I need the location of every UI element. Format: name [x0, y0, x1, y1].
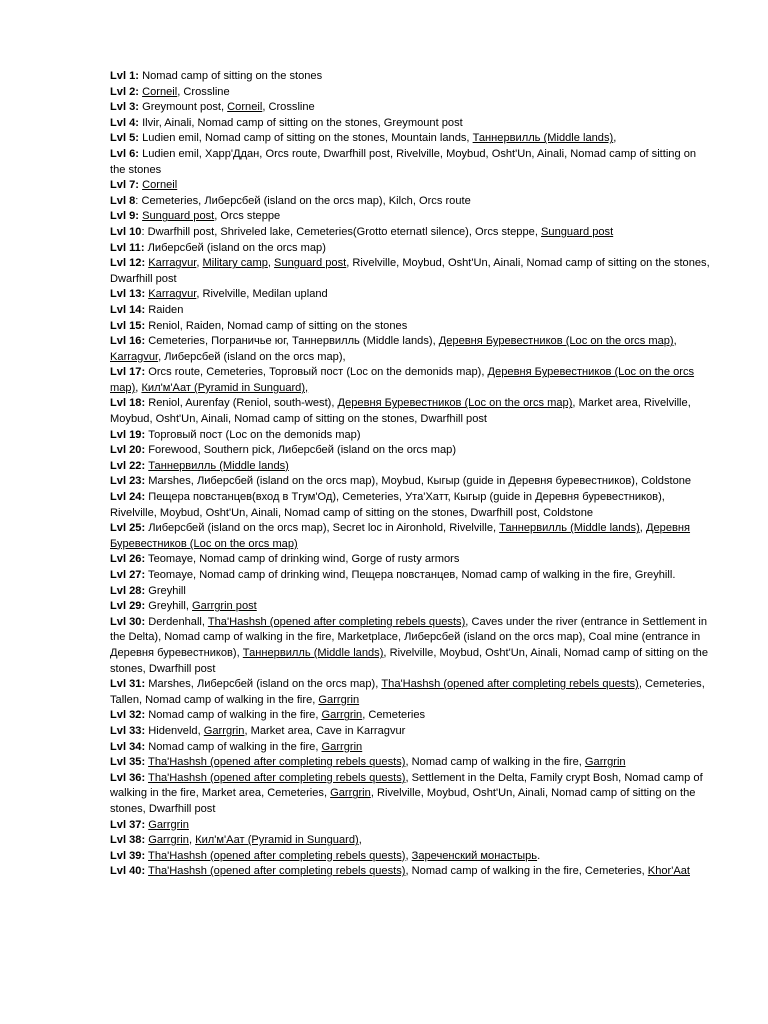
location-text: Marshes, Либерсбей (island on the orcs map), [145, 678, 382, 691]
location-text: , Caves under the river (entrance in Settlement in the Delta), Nomad camp of walking in the fire, Marketplace, Либерсбей (island on the orcs map), Coal mine (entrance in Деревня буревестников), [110, 615, 707, 659]
level-entry [110, 303, 714, 319]
level-entry [110, 584, 714, 600]
location-text: Nomad camp of walking in the fire, [145, 709, 322, 722]
location-text: , Settlement in the Delta, Family crypt Bosh, Nomad camp of walking in the fire, Market area, Cemeteries, [110, 771, 703, 800]
level-entry [110, 178, 714, 194]
level-entry [110, 677, 714, 708]
level-entry [110, 225, 714, 241]
level-label: Lvl 15: [110, 319, 146, 332]
level-label: Lvl 20: [110, 444, 146, 457]
location-text: , Rivelville, Moybud, Osht'Un, Ainali, Nomad camp of sitting on the stones, Dwarfhill post [110, 257, 710, 285]
level-label: Lvl 8 [110, 194, 136, 207]
level-entry [110, 615, 714, 677]
level-label: Lvl 11: [110, 241, 145, 254]
location-text: , Market area, Rivelville, Moybud, Osht'Un, Ainali, Nomad camp of sitting on the stones, Dwarfhill post [110, 397, 691, 426]
location-link[interactable]: Таннервилль (Middle lands) [499, 522, 640, 535]
location-text: , Orcs steppe [214, 210, 281, 223]
level-label: Lvl 31: [110, 678, 146, 691]
location-link[interactable]: Таннервилль (Middle lands) [148, 459, 289, 472]
level-entry [110, 319, 714, 335]
level-label: Lvl 17: [110, 366, 146, 379]
location-link[interactable]: Garrgrin [321, 709, 363, 722]
location-link[interactable]: Tha'Hashsh (opened after completing rebels quests) [381, 678, 639, 691]
location-text: , [196, 257, 203, 270]
location-link[interactable]: Corneil [142, 179, 178, 192]
level-label: Lvl 38: [110, 834, 146, 847]
location-text: Hidenveld, [145, 724, 204, 737]
level-entry [110, 147, 714, 178]
level-label: Lvl 32: [110, 709, 146, 722]
level-entry [110, 849, 714, 865]
location-text: Greyhill [145, 584, 186, 597]
level-entry [110, 443, 714, 459]
level-label: Lvl 30: [110, 615, 146, 628]
location-text: Orcs route, Cemeteries, Торговый пост (Loc on the demonids map), [145, 366, 488, 379]
location-text: Reniol, Raiden, Nomad camp of sitting on the stones [145, 319, 408, 332]
location-text: , Cemeteries [362, 709, 426, 722]
location-text: , [639, 522, 646, 535]
location-text: Derdenhall, [145, 615, 208, 628]
level-label: Lvl 37: [110, 818, 146, 831]
location-text: , Crossline [177, 85, 230, 98]
level-entry [110, 334, 714, 365]
location-link[interactable]: Таннервилль (Middle lands) [472, 132, 614, 145]
level-label: Lvl 10 [110, 225, 142, 238]
level-label: Lvl 25: [110, 522, 146, 535]
level-entry [110, 116, 714, 132]
location-text: , Market area, Cave in Karragvur [244, 724, 406, 737]
level-label: Lvl 5: [110, 132, 139, 145]
location-text: Marshes, Либерсбей (island on the orcs map), Moybud, Кыгыр (guide in Деревня буревестников), Coldstone [145, 475, 692, 488]
location-text: , [613, 132, 617, 145]
location-text: Greymount post, [138, 101, 228, 114]
level-label: Lvl 34: [110, 740, 146, 753]
level-entry [110, 521, 714, 552]
location-text: Greyhill, [145, 600, 193, 613]
location-link[interactable]: Garrgrin post [192, 600, 257, 613]
location-text: Teomaye, Nomad camp of drinking wind, Пещера повстанцев, Nomad camp of walking in the fire, Greyhill. [145, 569, 676, 581]
location-link[interactable]: Corneil [227, 101, 263, 114]
location-link[interactable]: Tha'Hashsh (opened after completing rebels quests) [148, 771, 406, 784]
level-entry [110, 428, 714, 444]
location-link[interactable]: Garrgrin [321, 740, 363, 753]
location-link[interactable]: Кил'м'Аат (Pyramid in Sunguard) [195, 834, 359, 847]
level-label: Lvl 29: [110, 600, 146, 613]
location-link[interactable]: Garrgrin [584, 756, 626, 769]
location-link[interactable]: Деревня Буревестников (Loc on the orcs map) [337, 397, 573, 410]
level-label: Lvl 35: [110, 756, 146, 769]
level-entry [110, 287, 714, 303]
level-entry [110, 818, 714, 834]
level-entry [110, 599, 714, 615]
level-label: Lvl 23: [110, 475, 146, 488]
location-text: , [358, 834, 362, 847]
location-link[interactable]: Garrgrin [203, 724, 245, 737]
location-text: , [135, 381, 142, 394]
location-link[interactable]: Khor'Aat [647, 865, 690, 878]
location-link[interactable]: Sunguard post [274, 257, 347, 270]
location-link[interactable]: Деревня Буревестников (Loc on the orcs map) [110, 522, 691, 550]
location-link[interactable]: Karragvur [148, 257, 197, 270]
location-link[interactable]: Tha'Hashsh (opened after completing rebels quests) [148, 865, 406, 878]
level-label: Lvl 22: [110, 459, 146, 472]
location-text: , Nomad camp of walking in the fire, Cemeteries, [405, 865, 648, 878]
level-entry [110, 85, 714, 101]
level-entry [110, 474, 714, 490]
level-entry [110, 100, 714, 116]
level-label: Lvl 26: [110, 553, 146, 566]
location-link[interactable]: Деревня Буревестников (Loc on the orcs map) [110, 366, 695, 394]
level-label: Lvl 18: [110, 397, 146, 410]
level-entry [110, 755, 714, 771]
location-text: , [405, 849, 412, 862]
location-text: Ludien emil, Nomad camp of sitting on the stones, Mountain lands, [138, 132, 473, 145]
location-text: Либерсбей (island on the orcs map) [144, 241, 326, 254]
location-text: , Rivelville, Moybud, Osht'Un, Ainali, Nomad camp of sitting on the stones, Dwarfhill post [110, 787, 696, 815]
location-text: Reniol, Aurenfay (Reniol, south-west), [145, 397, 338, 410]
level-label: Lvl 9: [110, 210, 139, 223]
location-text: , [673, 335, 677, 348]
location-link[interactable]: Karragvur [148, 288, 197, 301]
location-link[interactable]: Tha'Hashsh (opened after completing rebels quests) [148, 756, 406, 769]
level-label: Lvl 14: [110, 303, 146, 316]
location-text: , Либерсбей (island on the orcs map), [158, 350, 346, 363]
level-entry [110, 552, 714, 568]
location-text: Либерсбей (island on the orcs map), Secret loc in Aironhold, Rivelville, [145, 522, 500, 535]
location-text: Raiden [145, 303, 184, 316]
level-label: Lvl 12: [110, 257, 146, 270]
location-text: . [537, 849, 541, 862]
level-label: Lvl 27: [110, 569, 146, 581]
location-text: , [188, 834, 196, 847]
level-entry [110, 396, 714, 427]
level-entry [110, 864, 714, 880]
level-entry [110, 490, 714, 521]
location-link[interactable]: Garrgrin [148, 818, 189, 831]
location-text: Ludien emil, Харр'Ддан, Orcs route, Dwarfhill post, Rivelville, Moybud, Osht'Un, Ainali, Nomad camp of sitting on the stones [110, 147, 697, 176]
location-text: , [267, 257, 275, 270]
location-text: Nomad camp of sitting on the stones [138, 70, 323, 82]
location-text: Пещера повстанцев(вход в Тгум'Од), Cemeteries, Ута'Хатт, Кыгыр (guide in Деревня буревестников), Rivelville, Moybud, Osht'Un, Ainali, Nomad camp of sitting on the stones, Dwarfhill post, Coldstone [110, 491, 665, 519]
level-label: Lvl 39: [110, 849, 146, 862]
location-text: Торговый пост (Loc on the demonids map) [145, 428, 361, 441]
location-text: Forewood, Southern pick, Либерсбей (island on the orcs map) [145, 444, 457, 457]
level-entry [110, 194, 714, 210]
location-link[interactable]: Таннервилль (Middle lands) [242, 646, 384, 659]
level-entry [110, 833, 714, 849]
level-entry [110, 256, 714, 287]
location-link[interactable]: Corneil [142, 85, 178, 98]
level-label: Lvl 2: [110, 85, 139, 98]
level-label: Lvl 7: [110, 179, 139, 192]
level-label: Lvl 6: [110, 147, 139, 160]
location-text: , Nomad camp of walking in the fire, [405, 756, 585, 769]
level-entry [110, 568, 714, 584]
level-label: Lvl 33: [110, 724, 146, 737]
level-label: Lvl 28: [110, 584, 146, 597]
location-text: Nomad camp of walking in the fire, [145, 740, 322, 753]
location-link[interactable]: Military camp [202, 257, 268, 270]
level-entry [110, 724, 714, 740]
level-entry [110, 459, 714, 475]
location-text: , Rivelville, Moybud, Osht'Un, Ainali, Nomad camp of sitting on the stones, Dwarfhill post [110, 646, 709, 675]
level-entry [110, 708, 714, 724]
location-link[interactable]: Sunguard post [142, 210, 215, 223]
level-label: Lvl 36: [110, 771, 146, 784]
level-label: Lvl 16: [110, 335, 146, 348]
level-label: Lvl 4: [110, 116, 139, 129]
location-link[interactable]: Garrgrin [148, 834, 189, 847]
level-label: Lvl 19: [110, 428, 146, 441]
location-link[interactable]: Garrgrin [330, 787, 371, 800]
location-text: Ilvir, Ainali, Nomad camp of sitting on the stones, Greymount post [138, 116, 463, 129]
level-entry [110, 241, 714, 257]
location-text: Teomaye, Nomad camp of drinking wind, Gorge of rusty armors [145, 553, 460, 566]
level-entry [110, 740, 714, 756]
location-text: , Cemeteries, Tallen, Nomad camp of walking in the fire, [110, 678, 705, 706]
location-link[interactable]: Karragvur [110, 350, 159, 363]
level-location-list [110, 69, 714, 880]
location-text: : Cemeteries, Либерсбей (island on the orcs map), Kilch, Orcs route [135, 194, 471, 207]
location-text: , Rivelville, Medilan upland [196, 288, 328, 301]
level-entry [110, 131, 714, 147]
level-entry [110, 365, 714, 396]
location-link[interactable]: Tha'Hashsh (opened after completing rebels quests) [148, 849, 406, 862]
level-entry [110, 771, 714, 818]
location-link[interactable]: Кил'м'Аат (Pyramid in Sunguard), [141, 381, 309, 394]
level-entry [110, 69, 714, 85]
level-label: Lvl 40: [110, 865, 146, 878]
location-text: Cemeteries, Пограничье юг, Таннервилль (Middle lands), [145, 335, 439, 348]
location-link[interactable]: Garrgrin [318, 693, 360, 706]
level-label: Lvl 3: [110, 101, 139, 114]
location-link[interactable]: Sunguard post [541, 225, 614, 238]
level-entry [110, 209, 714, 225]
level-label: Lvl 24: [110, 491, 146, 504]
location-link[interactable]: Зареченский монастырь [411, 849, 538, 862]
location-text: : Dwarfhill post, Shriveled lake, Cemeteries(Grotto eternatl silence), Orcs steppe, [141, 225, 541, 238]
location-text: , Crossline [262, 101, 315, 114]
level-label: Lvl 1: [110, 70, 139, 82]
location-link[interactable]: Деревня Буревестников (Loc on the orcs map) [438, 335, 674, 348]
location-link[interactable]: Tha'Hashsh (opened after completing rebels quests) [207, 615, 466, 628]
level-label: Lvl 13: [110, 288, 146, 301]
